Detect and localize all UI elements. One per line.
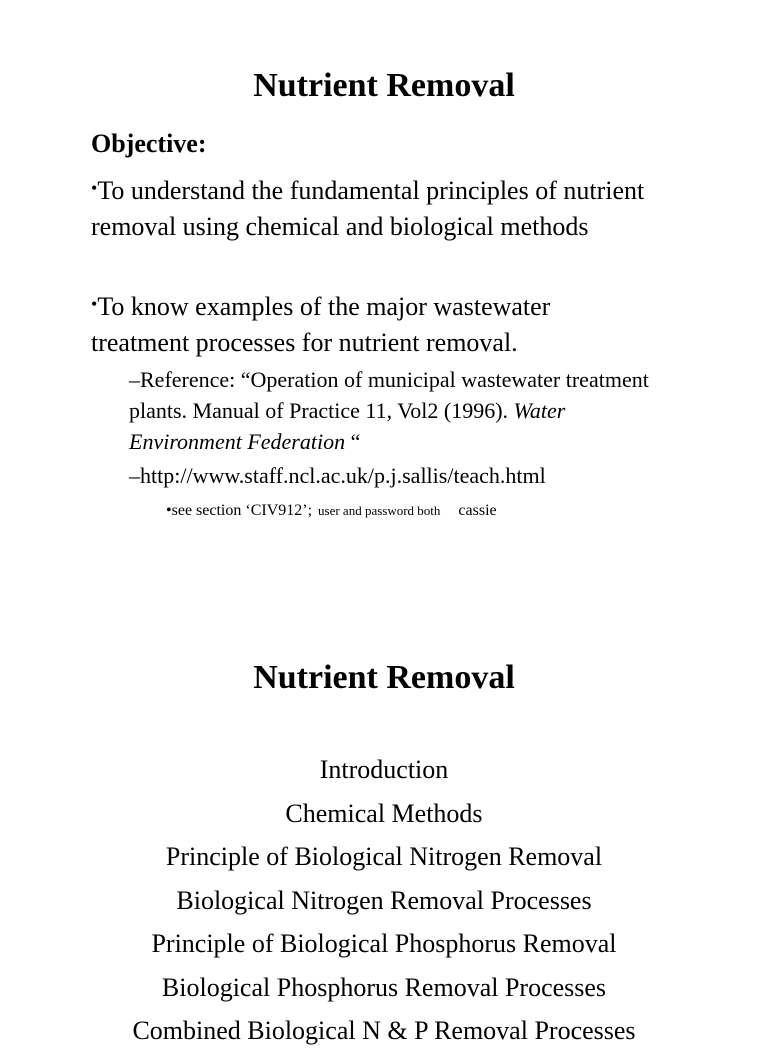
contents-item: Principle of Biological Nitrogen Removal [165,842,603,871]
contents-item: Introduction [319,755,449,784]
bullet-marker: • [91,178,98,198]
contents-item: Biological Nitrogen Removal Processes [176,885,592,915]
access-note [166,499,497,523]
contents-item: Combined Biological N & P Removal Processes [132,1016,636,1045]
reference-item [129,364,669,457]
dash-marker: – [129,367,140,392]
dash-marker: – [129,463,140,488]
reference-publisher: Water Environment Federation [129,398,566,454]
reference-closing-quote: “ [345,429,361,454]
bullet-marker: • [166,502,172,519]
objective-bullet [91,286,651,361]
course-url: http://www.staff.ncl.ac.uk/p.j.sallis/teach.html [140,463,546,488]
bullet-text: To understand the fundamental principles of nutrient removal using chemical and biological methods [91,176,645,241]
contents-item: Principle of Biological Phosphorus Removal [151,929,617,958]
reference-text: Reference: “Operation of municipal wastewater treatment plants. Manual of Practice 11, Vol2 (1996). [129,367,649,423]
bullet-marker: • [91,294,98,314]
bullet-text: To know examples of the major wastewater treatment processes for nutrient removal. [91,292,551,357]
slide-title: Nutrient Removal [253,659,515,696]
contents-list [0,748,768,1053]
objective-heading: Objective: [91,129,207,158]
credentials-note: user and password both [318,503,441,518]
section-note: see section ‘CIV912’; [171,502,313,519]
slide-title: Nutrient Removal [253,67,515,104]
slide-contents [0,640,768,1045]
contents-item: Chemical Methods [285,798,483,828]
link-item [129,460,669,491]
contents-item: Biological Phosphorus Removal Processes [161,972,607,1002]
objective-bullet [91,170,651,245]
password-text: cassie [458,502,497,519]
